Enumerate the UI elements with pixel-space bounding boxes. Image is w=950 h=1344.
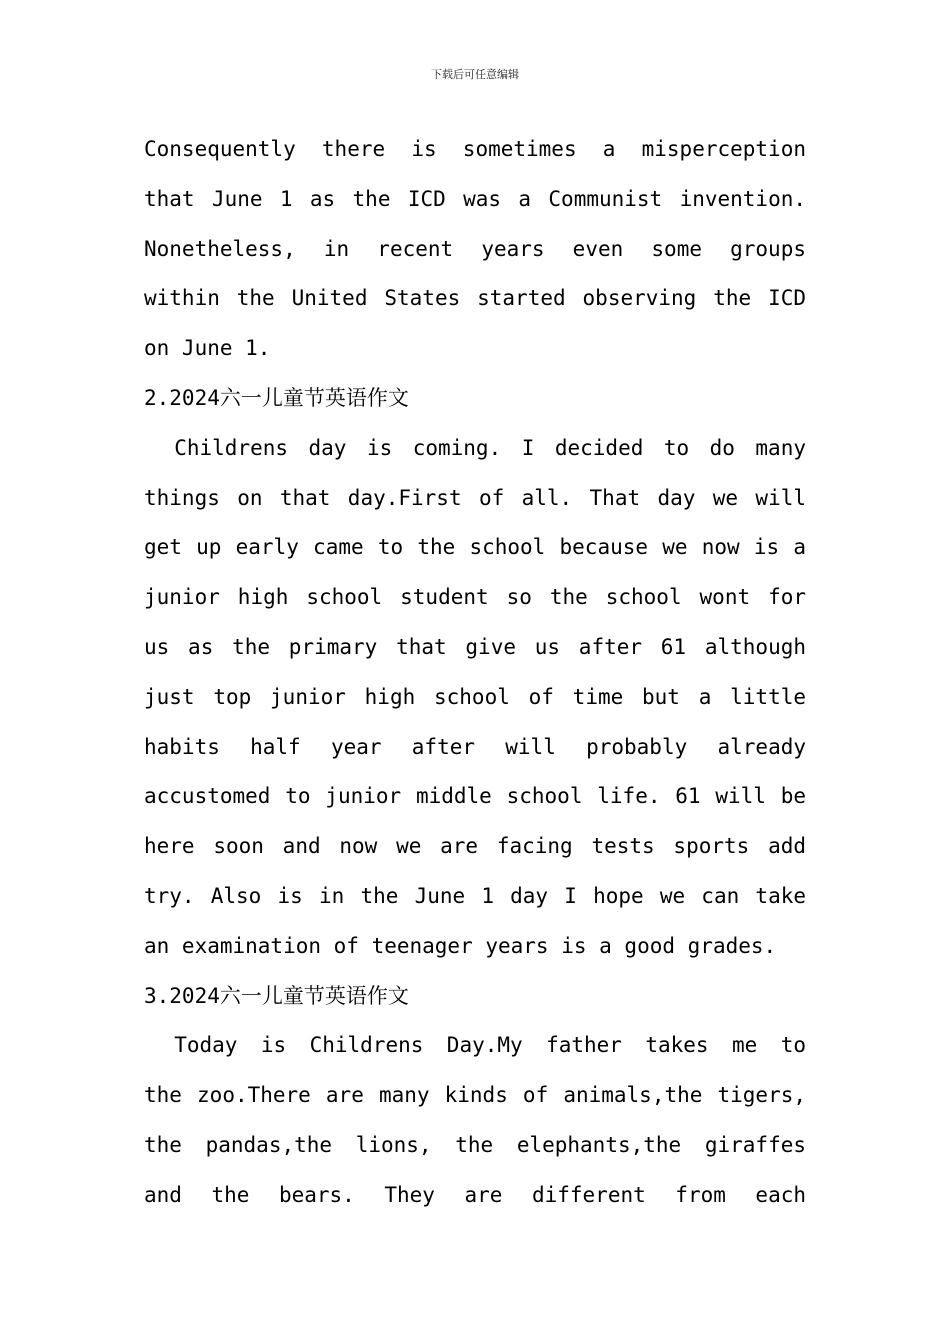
text-line: here soon and now we are facing tests sports add: [144, 834, 806, 859]
text-line: habits half year after will probably already: [144, 734, 806, 759]
text-line: things on that day.First of all. That day we will: [144, 485, 806, 510]
text-line: just top junior high school of time but a little: [144, 684, 806, 709]
text-line: try. Also is in the June 1 day I hope we can take: [144, 883, 806, 908]
text-line: an examination of teenager years is a good grades.: [144, 933, 777, 958]
document-body: [144, 125, 806, 1221]
text-line: us as the primary that give us after 61 although: [144, 634, 806, 659]
section-heading: 3.2024六一儿童节英语作文: [144, 983, 409, 1008]
text-line: and the bears. They are different from each: [144, 1182, 806, 1207]
text-line: Today is Childrens Day.My father takes me to: [174, 1033, 806, 1058]
page-header: 下载后可任意编辑: [431, 68, 519, 81]
text-line: accustomed to junior middle school life. 61 will be: [144, 784, 806, 809]
text-line: Nonetheless, in recent years even some groups: [144, 236, 806, 261]
text-line: junior high school student so the school wont for: [144, 585, 806, 610]
section-heading: 2.2024六一儿童节英语作文: [144, 385, 409, 410]
text-line: within the United States started observing the ICD: [144, 286, 806, 311]
text-line: the pandas,the lions, the elephants,the giraffes: [144, 1132, 806, 1157]
text-line: that June 1 as the ICD was a Communist invention.: [144, 186, 806, 211]
text-line: the zoo.There are many kinds of animals,the tigers,: [144, 1083, 806, 1108]
text-line: get up early came to the school because we now is a: [144, 535, 806, 560]
text-line: Childrens day is coming. I decided to do many: [174, 435, 806, 460]
text-line: Consequently there is sometimes a misperception: [144, 137, 806, 161]
text-line: on June 1.: [144, 336, 271, 361]
